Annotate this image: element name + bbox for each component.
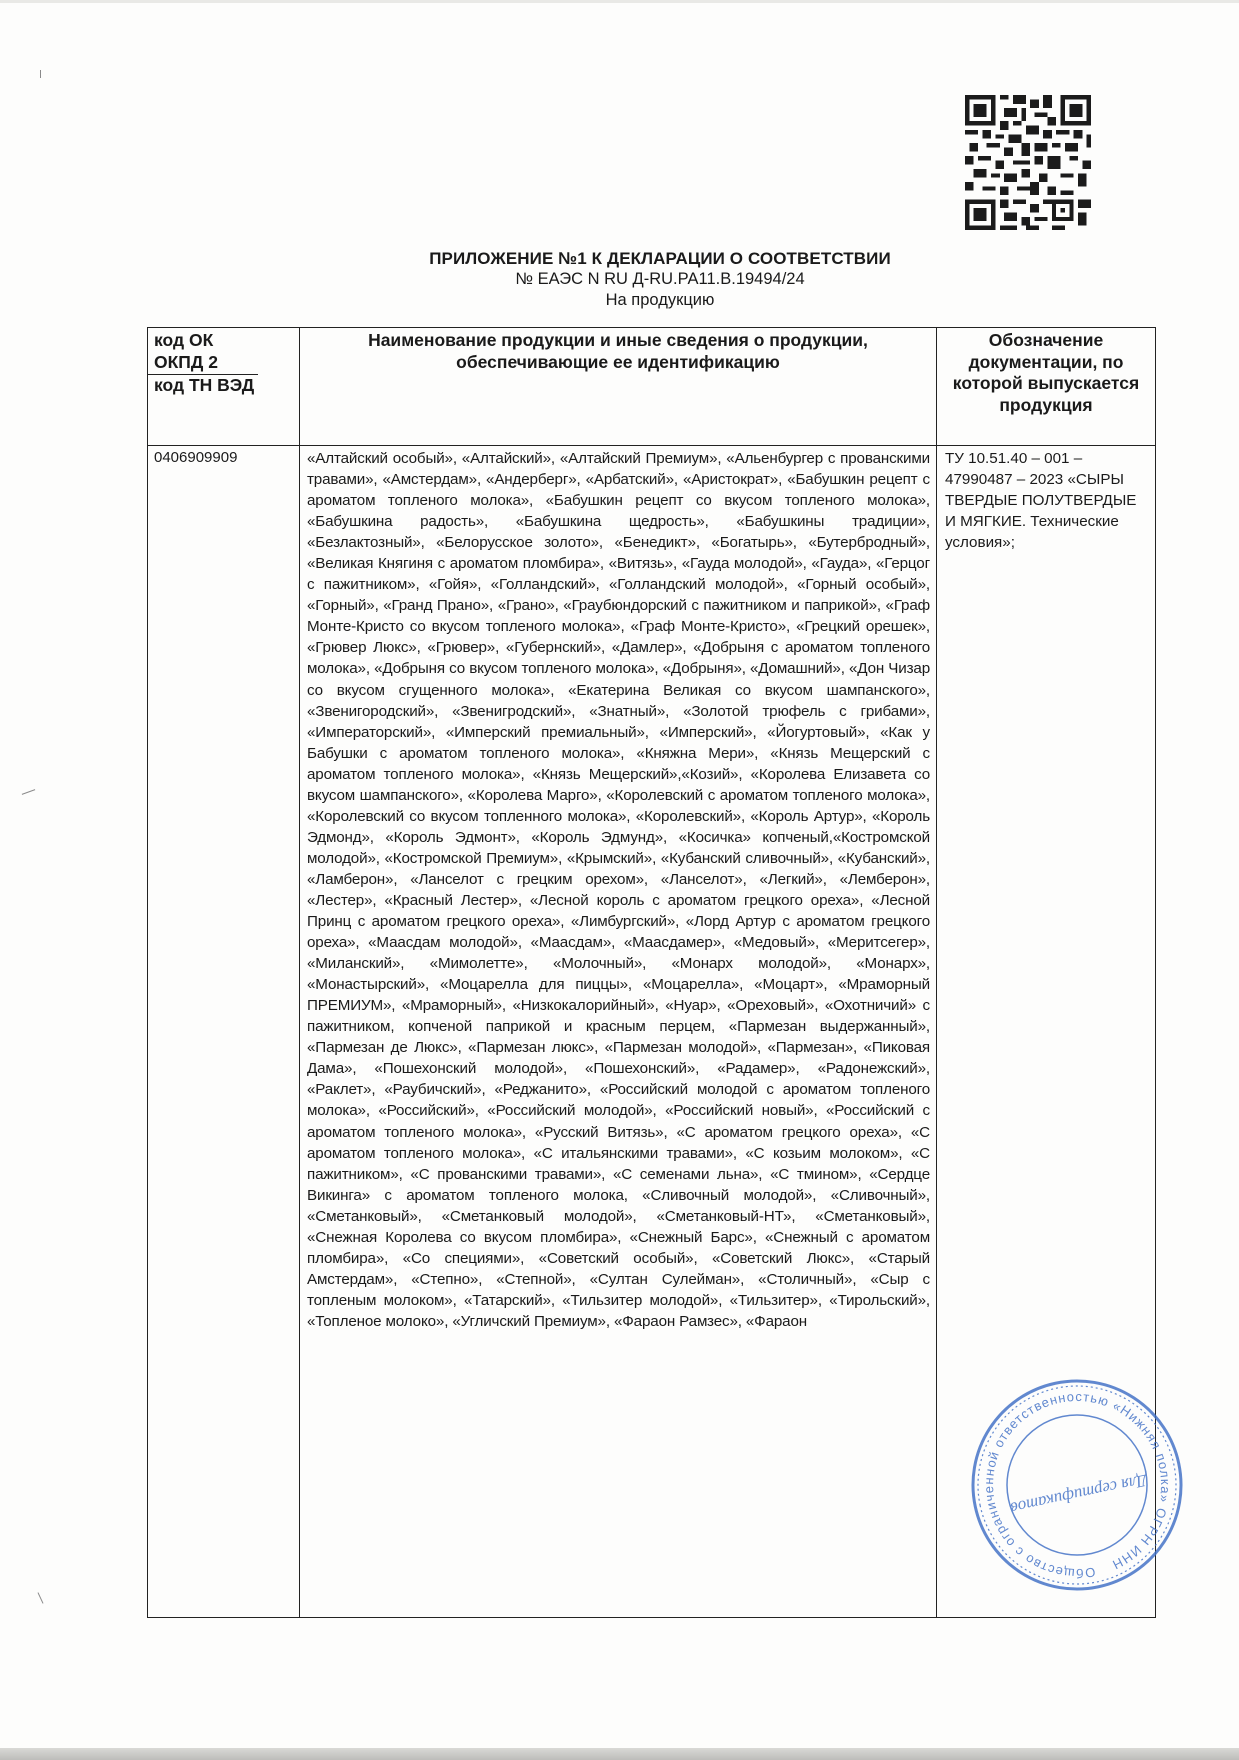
page-title: ПРИЛОЖЕНИЕ №1 К ДЕКЛАРАЦИИ О СООТВЕТСТВИИ [429,249,891,268]
column-header-tnved: код ТН ВЭД [154,375,255,395]
seal-stamp [968,1375,1186,1595]
column-header-okpd: код ОК ОКПД 2 [148,330,258,375]
qr-code-icon [965,95,1091,230]
stamp-ring-text: Общество с ограниченной ответственностью «Нижняя полка» ОГРН ИНН [980,1388,1174,1582]
stamp-inner-text: Для сертификатов [1008,1470,1149,1519]
column-header-product: Наименование продукции и иные сведения о продукции, обеспечивающие ее идентификацию [300,328,937,446]
table-header-row [148,328,1156,446]
scan-edge-bottom [0,1748,1239,1760]
product-list: «Алтайский особый», «Алтайский», «Алтайский Премиум», «Альенбургер с прованскими травами», «Амстердам», «Андерберг», «Арбатский», «Аристократ», «Бабушкин рецепт с ароматом топленого молока», «Бабушкин рецепт со вкусом топленого молока», «Бабушкина радость», «Бабушкина щедрость», «Бабушкины традиции», «Безлактозный», «Белорусское золото», «Бенедикт», «Богатырь», «Бутербродный», «Великая Княгиня с ароматом пломбира», «Витязь», «Гауда молодой», «Гауда», «Герцог с пажитником», «Гойя», «Голландский», «Голландский молодой», «Горный особый», «Горный», «Гранд Прано», «Грано», «Граубюндорский с пажитником и паприкой», «Граф Монте-Кристо со вкусом топленого молока», «Граф Монте-Кристо», «Грецкий орешек», «Грювер Люкс», «Грювер», «Губернский», «Дамлер», «Добрыня с ароматом топленого молока», «Добрыня со вкусом топленого молока», «Добрыня», «Домашний», «Дон Чизар со вкусом сгущенного молока», «Екатерина Великая со вкусом шампанского», «Звенигородский», «Звенигродский», «Знатный», «Золотой трюфель с грибами», «Императорский», «Имперский премиальный», «Имперский», «Йогуртовый», «Как у Бабушки с ароматом топленого молока», «Княжна Мери», «Князь Мещерский с ароматом топленого молока», «Князь Мещерский»,«Козий», «Королева Елизавета со вкусом шампанского», «Королева Марго», «Королевский с ароматом топленого молока», «Королевский со вкусом топленного молока», «Королевский», «Король Артур», «Король Эдмонд», «Король Эдмонт», «Король Эдмунд», «Косичка» копченый,«Костромской молодой», «Костромской Премиум», «Крымский», «Кубанский сливочный», «Кубанский», «Ламберон», «Ланселот с грецким орехом», «Ланселот», «Легкий», «Лемберон», «Лестер», «Красный Лестер», «Лесной король с ароматом грецкого ореха», «Лесной Принц с ароматом грецкого ореха», «Лимбургский», «Лорд Артур с ароматом грецкого ореха», «Маасдам молодой», «Маасдам», «Маасдамер», «Медовый», «Меритсегер», «Миланский», «Мимолетте», «Молочный», «Монарх молодой», «Монарх», «Монастырский», «Моцарелла для пиццы», «Моцарелла», «Моцарт», «Мраморный ПРЕМИУМ», «Мраморный», «Низкокалорийный», «Нуар», «Ореховый», «Охотничий» с пажитником, копченой паприкой и красным перцем, «Пармезан выдержанный», «Пармезан де Люкс», «Пармезан люкс», «Пармезан молодой», «Пармезан», «Пиковая Дама», «Пошехонский молодой», «Пошехонский», «Радамер», «Радонежский», «Раклет», «Раубичский», «Реджанито», «Российский молодой с ароматом топленого молока», «Российский», «Российский молодой», «Российский новый», «Российский с ароматом топленого молока», «Русский Витязь», «С ароматом грецкого ореха», «С ароматом топленого молока», «С итальянскими травами», «С козьим молоком», «С пажитником», «С прованскими травами», «С семенами льна», «С тмином», «Сердце Викинга» с ароматом топленого молока, «Сливочный молодой», «Сливочный», «Сметанковый», «Сметанковый молодой», «Сметанковый-НТ», «Сметанковый», «Снежная Королева со вкусом пломбира», «Снежный Барс», «Снежный с ароматом пломбира», «Со специями», «Советский особый», «Советский Люкс», «Старый Амстердам», «Степно», «Степной», «Султан Сулейман», «Столичный», «Сыр с топленым молоком», «Татарский», «Тильзитер молодой», «Тильзитер», «Тирольский», «Топленое молоко», «Угличский Премиум», «Фараон Рамзес», «Фараон [300,446,937,1618]
documentation-reference: ТУ 10.51.40 – 001 – 47990487 – 2023 «СЫРЫ ТВЕРДЫЕ ПОЛУТВЕРДЫЕ И МЯГКИЕ. Технические условия»; [937,446,1156,1618]
margin-mark [22,789,35,795]
column-header-documentation: Обозначение документации, по которой выпускается продукция [937,328,1156,446]
svg-text:Общество с ограниченной ответс [968,1375,1186,1595]
column-header-codes [148,328,300,446]
scan-edge-top [0,0,1239,3]
margin-mark [40,70,41,78]
product-code: 0406909909 [148,446,300,1618]
subtitle: На продукцию [605,291,715,309]
document-header [290,248,1030,311]
declaration-number: № ЕАЭС N RU Д-RU.РА11.В.19494/24 [515,270,805,288]
margin-mark [38,1592,44,1603]
